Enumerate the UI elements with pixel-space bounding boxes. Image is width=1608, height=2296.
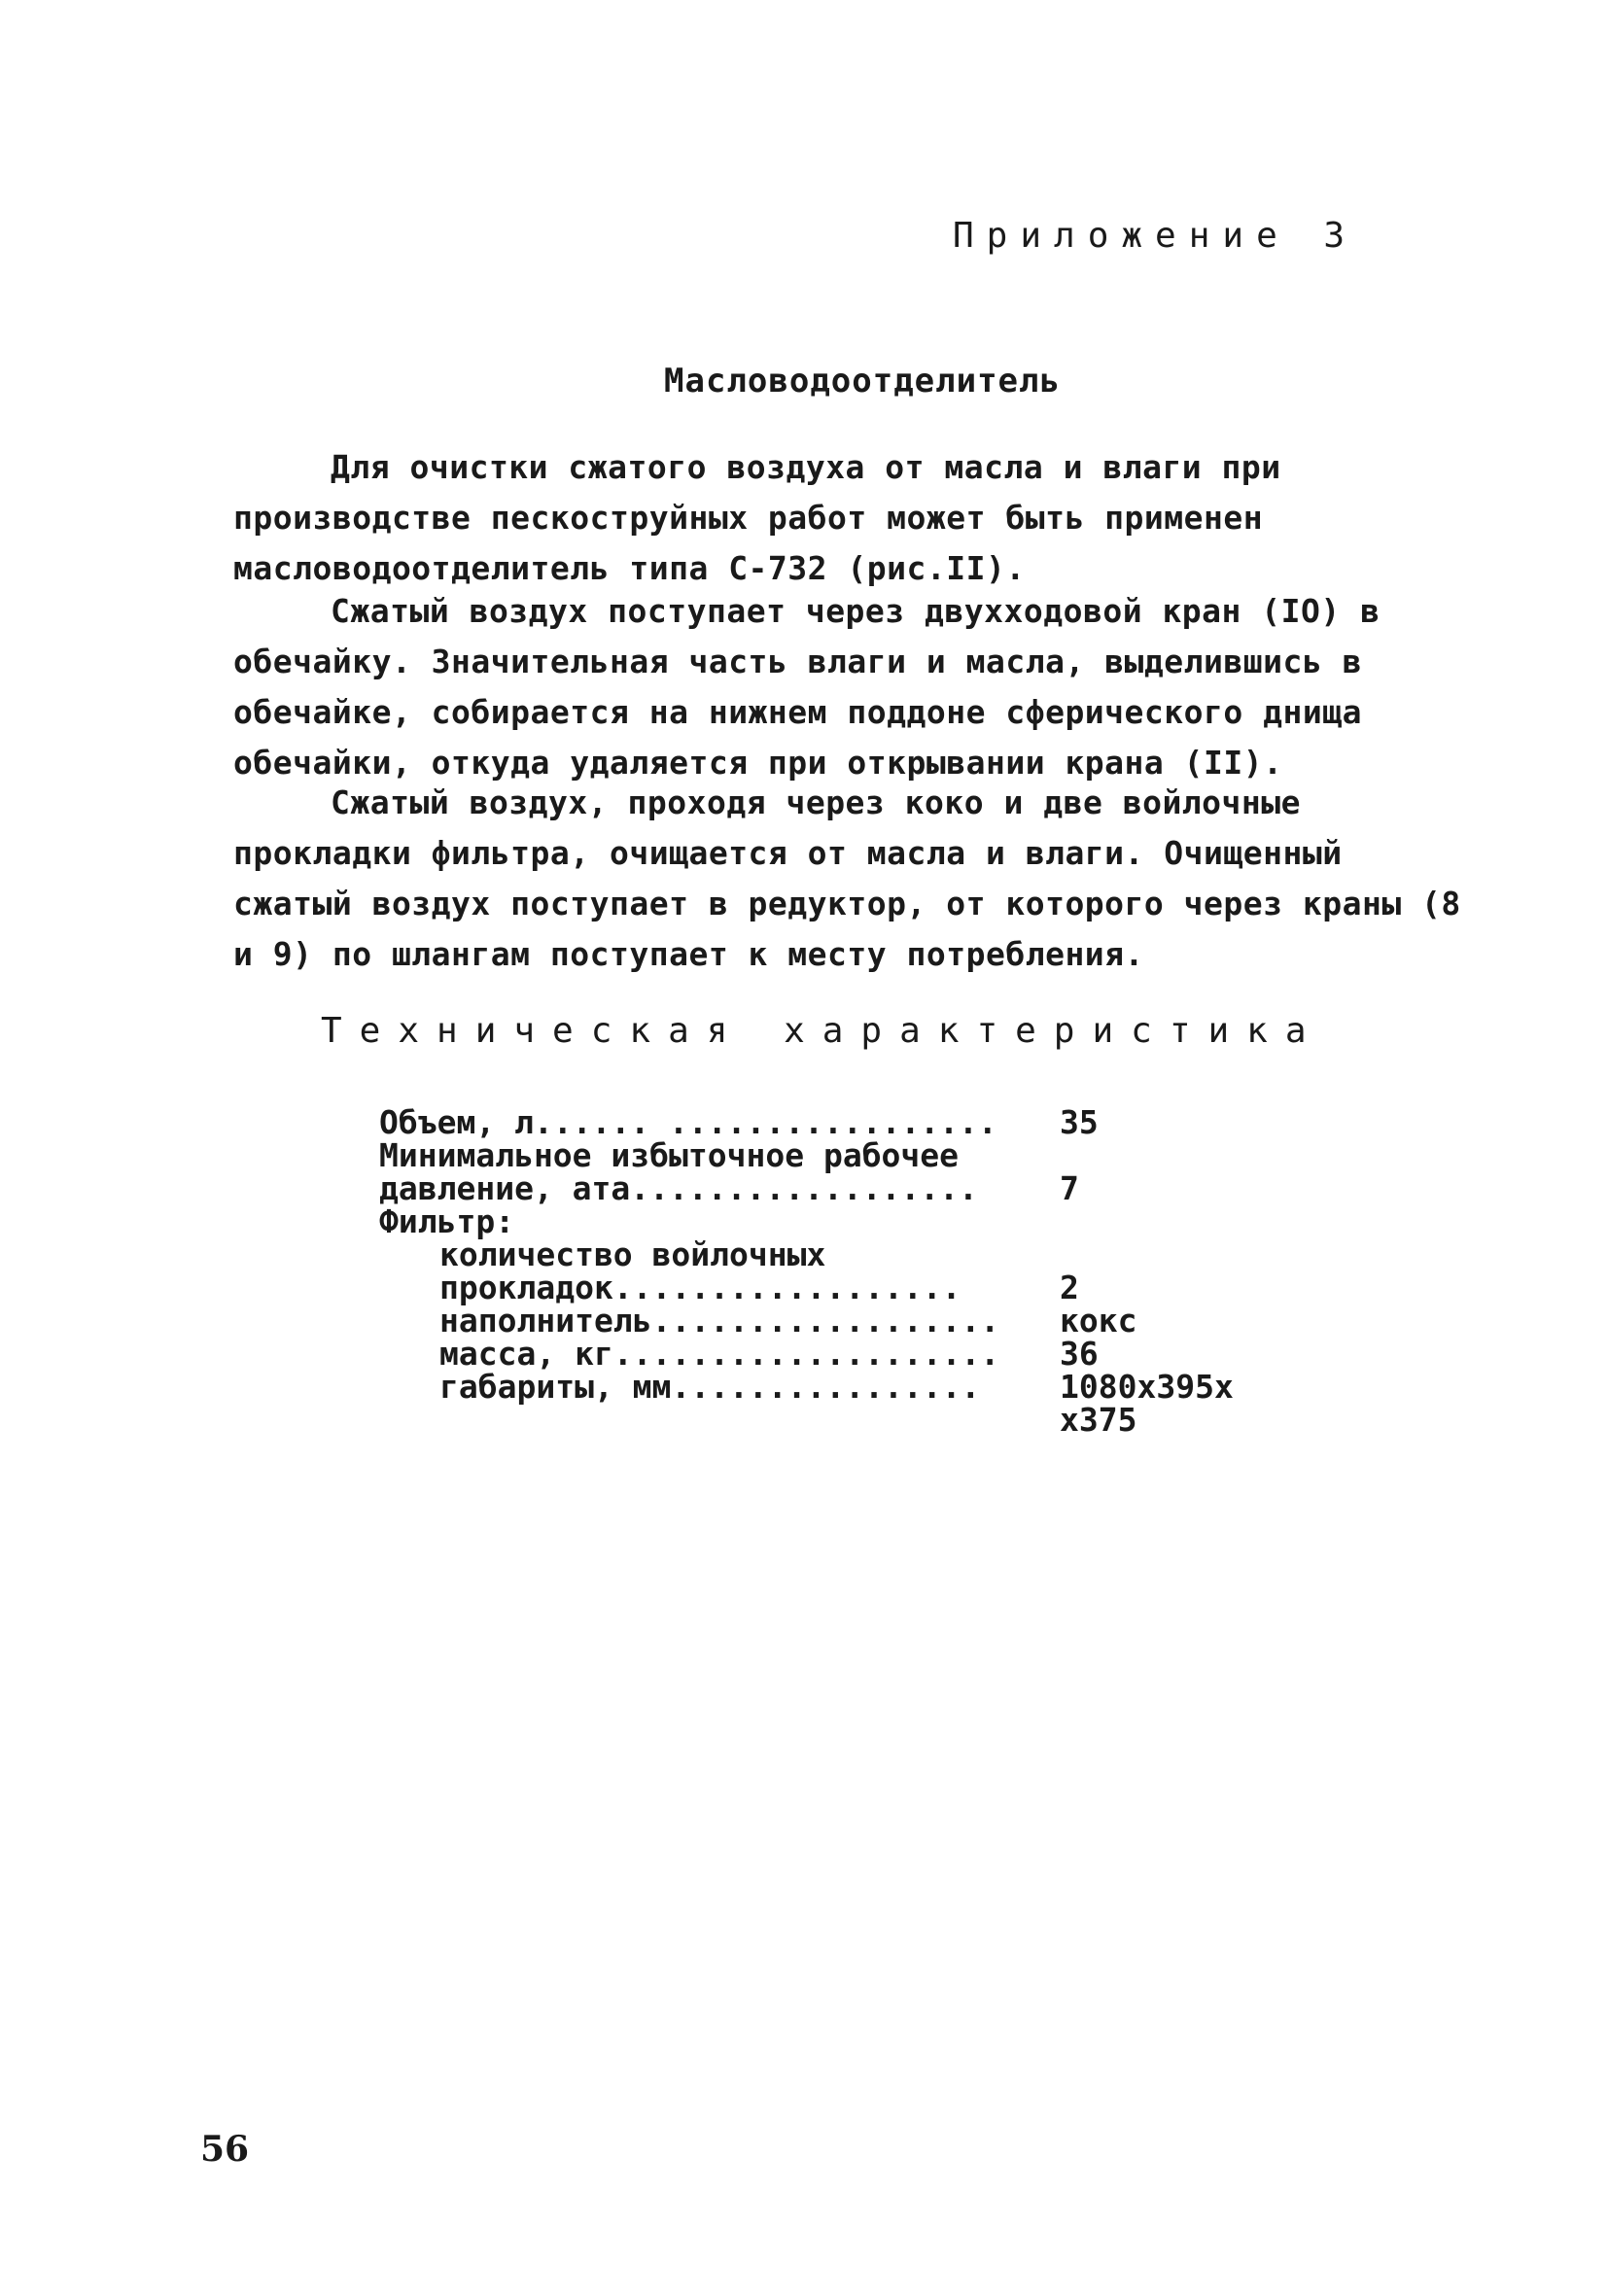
spec-volume-label: Объем, л	[379, 1103, 534, 1141]
spec-leader: ..................	[612, 1271, 961, 1305]
spec-row-pressure-2	[379, 1169, 1254, 1207]
paragraph-1-text: Для очистки сжатого воздуха от масла и влаги при производстве пескоструйных работ может быть применен масловодоотделитель типа С-732 (рис.II).	[233, 448, 1281, 587]
spec-leader: ..................	[630, 1172, 978, 1205]
paragraph-3-text: Сжатый воздух, проходя через коко и две войлочные прокладки фильтра, очищается от масла и влаги. Очищенный сжатый воздух поступает в редуктор, от которого через краны (8 и 9) по шлангам поступает к месту потребления.	[233, 783, 1461, 973]
spec-row-felt-2	[379, 1271, 1254, 1305]
spec-list	[379, 1103, 1254, 1439]
spec-row-filter	[379, 1202, 1254, 1240]
spec-dims-value-2: х375	[1060, 1401, 1137, 1439]
spec-felt-label-2: прокладок	[439, 1269, 613, 1306]
paragraph-2	[233, 586, 1468, 788]
spec-dims-label: габариты, мм	[439, 1368, 672, 1406]
spec-row-mass	[379, 1335, 1254, 1373]
spec-filler-value: кокс	[1060, 1302, 1137, 1339]
document-title: Масловодоотделитель	[664, 362, 1061, 400]
spec-leader: ...... .................	[533, 1106, 997, 1139]
spec-leader: ................	[671, 1371, 981, 1404]
page-number: 56	[200, 2129, 250, 2170]
spec-mass-value: 36	[1060, 1335, 1099, 1373]
spec-pressure-label-1: Минимальное избыточное рабочее	[379, 1136, 960, 1174]
spec-leader: ..................	[651, 1305, 1000, 1338]
spec-row-pressure-1	[379, 1136, 1254, 1174]
spec-pressure-label-2: давление, ата	[379, 1169, 631, 1207]
paragraph-2-text: Сжатый воздух поступает через двухходовой кран (IO) в обечайку. Значительная часть влаги и масла, выделившись в обечайке, собирается на нижнем поддоне сферического днища обечайки, откуда удаляется при открывании крана (II).	[233, 592, 1381, 782]
paragraph-1	[233, 442, 1468, 594]
spec-mass-label: масса, кг	[439, 1335, 613, 1373]
spec-heading: Техническая характеристика	[321, 1011, 1324, 1051]
spec-row-felt-1	[379, 1235, 1254, 1273]
spec-volume-value: 35	[1060, 1103, 1099, 1141]
paragraph-3	[233, 778, 1468, 980]
spec-filter-label: Фильтр:	[379, 1202, 515, 1240]
spec-pressure-value: 7	[1060, 1169, 1079, 1207]
spec-filler-label: наполнитель	[439, 1302, 652, 1339]
spec-row-volume	[379, 1103, 1254, 1141]
spec-dims-value-1: 1080х395х	[1060, 1368, 1234, 1406]
spec-row-dims	[379, 1368, 1254, 1406]
spec-leader: ....................	[612, 1338, 1000, 1371]
spec-felt-value: 2	[1060, 1269, 1079, 1306]
spec-felt-label-1: количество войлочных	[439, 1235, 826, 1273]
appendix-label: Приложение 3	[953, 216, 1358, 256]
spec-row-filler	[379, 1302, 1254, 1339]
